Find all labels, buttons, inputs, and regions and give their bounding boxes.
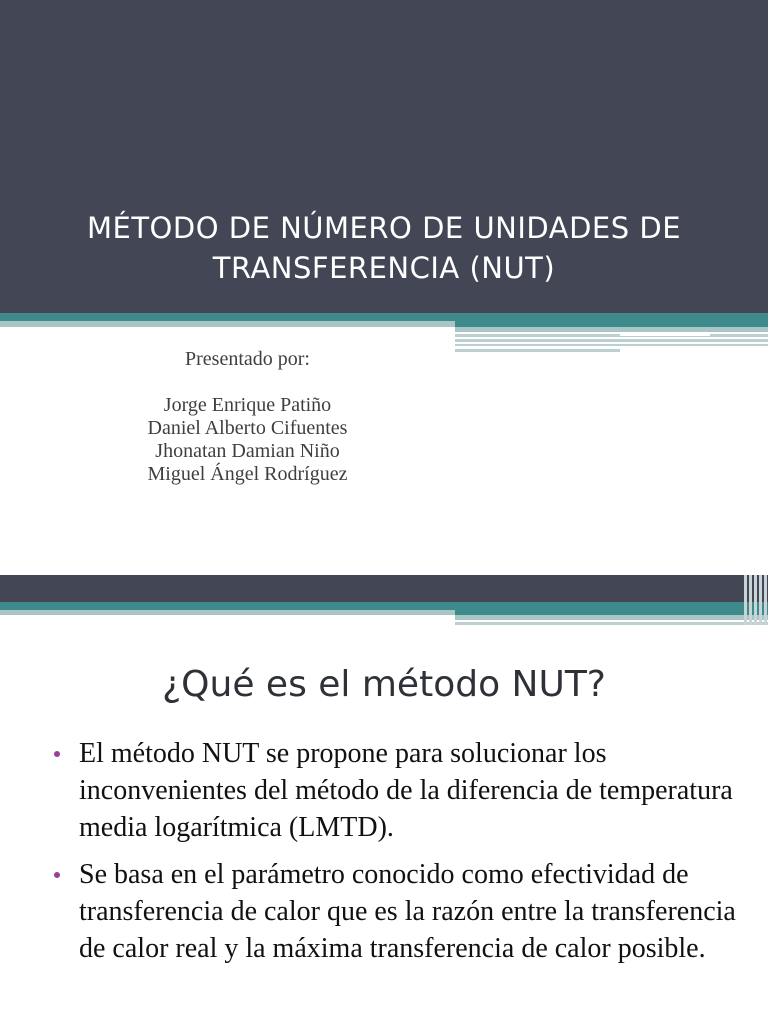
- accent-line: [455, 622, 768, 625]
- author-name: Daniel Alberto Cifuentes: [147, 417, 348, 439]
- decorative-stripes: [744, 575, 768, 625]
- list-item: [48, 856, 738, 967]
- bullet-icon: [54, 751, 60, 757]
- presenters-block: [60, 348, 435, 486]
- accent-band-light: [0, 321, 455, 327]
- bullet-icon: [54, 872, 60, 878]
- author-name: Miguel Ángel Rodríguez: [147, 463, 348, 485]
- bullet-text: El método NUT se propone para solucionar los inconvenientes del método de la diferencia de temperatura media logarítmica (LMTD).: [79, 738, 733, 843]
- accent-band-light: [0, 610, 455, 615]
- accent-band-teal: [0, 313, 768, 321]
- accent-line: [455, 349, 620, 352]
- content-slide: [0, 575, 768, 1024]
- accent-line: [455, 615, 768, 620]
- content-header-band: [0, 575, 768, 602]
- accent-line: [455, 327, 768, 332]
- list-item: [48, 735, 738, 846]
- accent-line: [620, 334, 710, 336]
- author-name: Jhonatan Damian Niño: [155, 440, 340, 462]
- accent-band-teal: [0, 602, 768, 610]
- bullet-list: [48, 735, 738, 977]
- accent-line: [455, 339, 768, 342]
- author-name: Jorge Enrique Patiño: [163, 394, 332, 416]
- slide-title: ¿Qué es el método NUT?: [162, 664, 606, 705]
- presenters-label: Presentado por:: [185, 348, 310, 370]
- accent-line: [455, 334, 768, 337]
- accent-line: [455, 344, 768, 346]
- presentation-title: MÉTODO DE NÚMERO DE UNIDADES DE TRANSFERENCIA (NUT): [86, 211, 682, 285]
- bullet-text: Se basa en el parámetro conocido como efectividad de transferencia de calor que es la razón entre la transferencia de calor real y la máxima transferencia de calor posible.: [79, 859, 736, 964]
